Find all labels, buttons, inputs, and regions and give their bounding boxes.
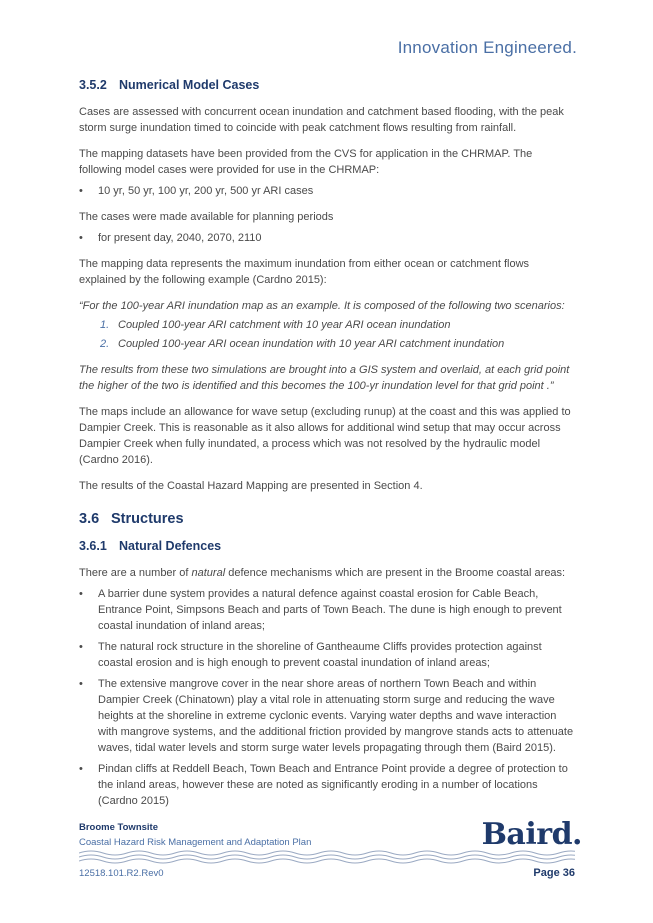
- quote-conclusion: The results from these two simulations are brought into a GIS system and overlaid, at each grid point the higher of the two is identified and this becomes the 100-yr inundation level for that grid point .”: [79, 364, 570, 392]
- header-tagline: Innovation Engineered.: [397, 38, 577, 57]
- list-item: • Pindan cliffs at Reddell Beach, Town Beach and Entrance Point provide a degree of protection to the inland areas, however these are noted as significantly eroding in a number of locations (Cardno 2015): [79, 761, 574, 809]
- section-heading-3-6: 3.6 Structures: [79, 511, 184, 527]
- footer-wave-divider-icon: [79, 849, 575, 865]
- list-item: • 10 yr, 50 yr, 100 yr, 200 yr, 500 yr ARI cases: [79, 183, 574, 199]
- quote-intro: “For the 100-year ARI inundation map as an example. It is composed of the following two scenarios:: [79, 300, 565, 312]
- paragraph: The mapping datasets have been provided from the CVS for application in the CHRMAP. The following model cases were provided for use in the CHRMAP:: [79, 148, 533, 176]
- numbered-list: [79, 317, 574, 352]
- list-item: • The natural rock structure in the shoreline of Gantheaume Cliffs provides protection against coastal erosion and is high enough to prevent coastal inundation of inland areas;: [79, 639, 574, 671]
- footer-project-title: Broome Townsite: [79, 822, 158, 833]
- list-item: 1. Coupled 100-year ARI catchment with 10 year ARI ocean inundation: [100, 319, 451, 331]
- paragraph: There are a number of natural defence mechanisms which are present in the Broome coastal areas:: [79, 567, 566, 579]
- paragraph: The mapping data represents the maximum inundation from either ocean or catchment flows explained by the following example (Cardno 2015):: [79, 258, 530, 286]
- page-content: [79, 78, 574, 809]
- list-item: 2. Coupled 100-year ARI ocean inundation with 10 year ARI catchment inundation: [100, 338, 505, 350]
- section-heading-3-5-2: 3.5.2 Numerical Model Cases: [79, 78, 260, 92]
- paragraph: The results of the Coastal Hazard Mapping are presented in Section 4.: [79, 480, 423, 492]
- paragraph: Cases are assessed with concurrent ocean inundation and catchment based flooding, with the peak storm surge inundation timed to coincide with peak catchment flows resulting from rainfall.: [79, 106, 564, 134]
- list-item: • for present day, 2040, 2070, 2110: [79, 230, 574, 246]
- bullet-list: [79, 586, 574, 809]
- bullet-list: [79, 183, 574, 199]
- document-reference: 12518.101.R2.Rev0: [79, 868, 164, 879]
- section-heading-3-6-1: 3.6.1 Natural Defences: [79, 539, 222, 553]
- list-item: • The extensive mangrove cover in the near shore areas of northern Town Beach and within Dampier Creek (Chinatown) play a vital role in attenuating storm surge and reducing the wave heights at the shoreline in extreme cyclonic events. Varying water depths and wave interaction with mangrove systems, and the additional friction provided by mangrove stands acts to attenuate waves, tidal water levels and storm surge water levels propagating through them (Baird 2015).: [79, 676, 574, 756]
- page-number: Page 36: [533, 867, 575, 879]
- paragraph: The cases were made available for planning periods: [79, 211, 334, 223]
- footer-document-title: Coastal Hazard Risk Management and Adaptation Plan: [79, 837, 312, 848]
- baird-logo: Baird.: [481, 817, 582, 852]
- list-item: • A barrier dune system provides a natural defence against coastal erosion for Cable Beach, Entrance Point, Simpsons Beach and parts of Town Beach. The dune is high enough to prevent coastal inundation of inland areas;: [79, 586, 574, 634]
- bullet-list: [79, 230, 574, 246]
- paragraph: The maps include an allowance for wave setup (excluding runup) at the coast and this was applied to Dampier Creek. This is reasonable as it also allows for additional wind setup that may occur across Dampier Creek when fully inundated, a process which was not resolved by the hydraulic model (Cardno 2016).: [79, 406, 571, 466]
